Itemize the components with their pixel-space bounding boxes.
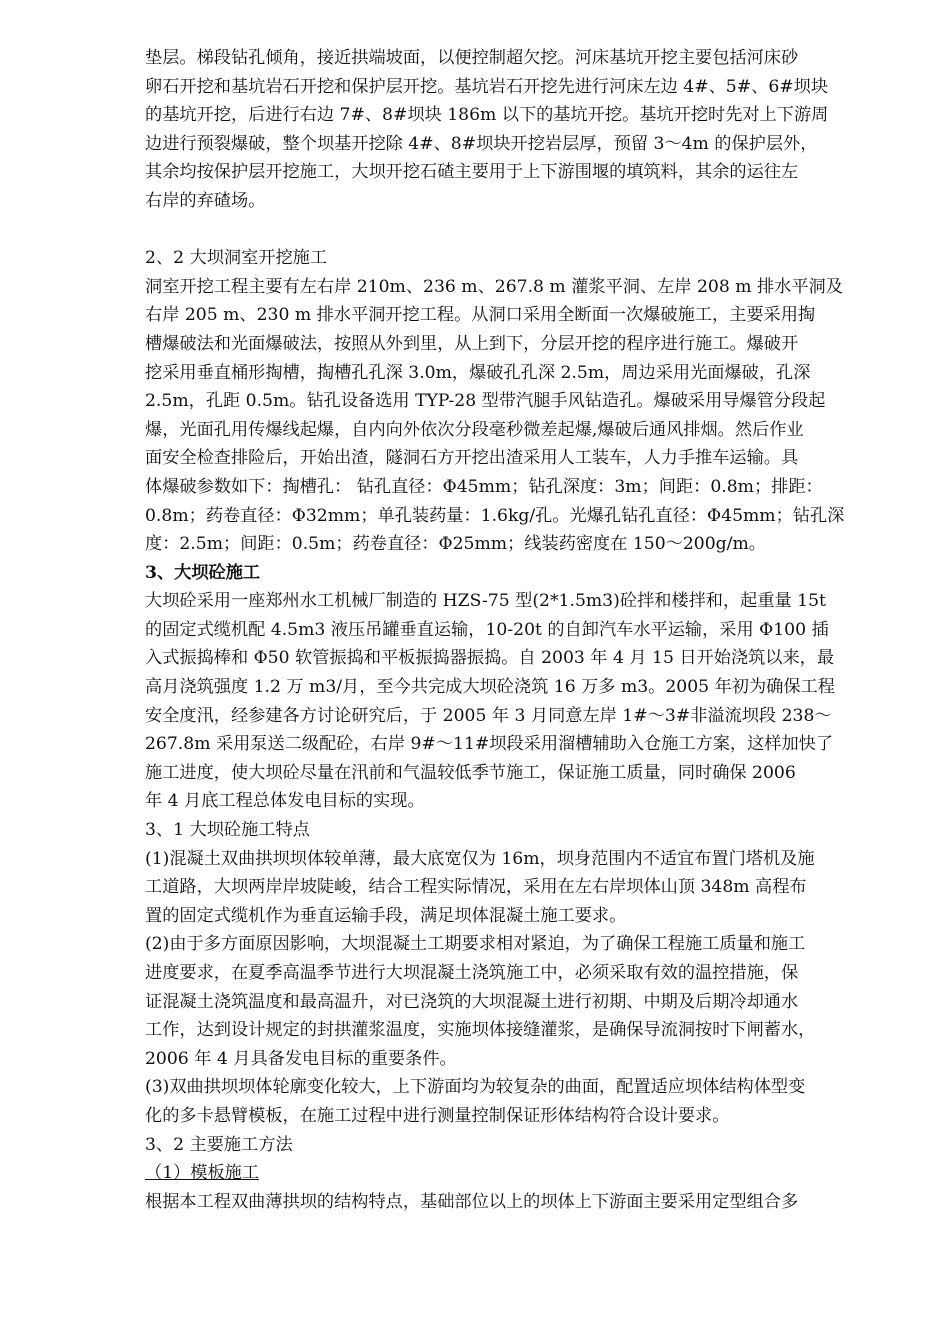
blank-line xyxy=(145,216,885,245)
paragraph-line: 进度要求，在夏季高温季节进行大坝混凝土浇筑施工中，必须采取有效的温控措施，保 xyxy=(145,963,799,983)
section-heading: 3、1 大坝砼施工特点 xyxy=(145,820,310,841)
paragraph-line: (3)双曲拱坝坝体轮廓变化较大，上下游面均为较复杂的曲面，配置适应坝体结构体型变 xyxy=(145,1077,806,1098)
paragraph-line: 年 4 月底工程总体发电目标的实现。 xyxy=(145,791,425,812)
paragraph-line: 工作，达到设计规定的封拱灌浆温度，实施坝体接缝灌浆，是确保导流洞按时下闸蓄水， xyxy=(145,1020,816,1041)
document-body xyxy=(145,44,885,1216)
paragraph-line: 置的固定式缆机作为垂直运输手段，满足坝体混凝土施工要求。 xyxy=(145,905,627,926)
paragraph-line: 大坝砼采用一座郑州水工机械厂制造的 HZS-75 型(2*1.5m3)砼拌和楼拌和，起重量 15t xyxy=(145,591,826,612)
paragraph-line: 高月浇筑强度 1.2 万 m3/月，至今共完成大坝砼浇筑 16 万多 m3。2005 年初为确保工程 xyxy=(145,677,835,698)
paragraph-line: 度：2.5m；间距：0.5m；药卷直径：Φ25mm；线装药密度在 150～200g/m。 xyxy=(145,534,766,555)
paragraph-line: 267.8m 采用泵送二级配砼，右岸 9#～11#坝段采用溜槽辅助入仓施工方案，这样加快了 xyxy=(145,734,834,755)
paragraph-line: 体爆破参数如下：掏槽孔： 钻孔直径：Φ45mm；钻孔深度：3m；间距：0.8m；排距： xyxy=(145,476,823,497)
paragraph-line: 的固定式缆机配 4.5m3 液压吊罐垂直运输，10-20t 的自卸汽车水平运输，采用 Φ100 插 xyxy=(145,619,829,640)
paragraph-line: 2006 年 4 月具备发电目标的重要条件。 xyxy=(145,1048,457,1069)
paragraph-line: 施工进度，使大坝砼尽量在汛前和气温较低季节施工，保证施工质量，同时确保 2006 xyxy=(145,762,796,783)
paragraph-line: 根据本工程双曲薄拱坝的结构特点，基础部位以上的坝体上下游面主要采用定型组合多 xyxy=(145,1191,799,1212)
paragraph-line: 2.5m，孔距 0.5m。钻孔设备选用 TYP-28 型带汽腿手风钻造孔。爆破采用导爆管分段起 xyxy=(145,391,826,412)
paragraph-line: 入式振捣棒和 Φ50 软管振捣和平板振捣器振捣。自 2003 年 4 月 15 日开始浇筑以来，最 xyxy=(145,648,835,669)
section-heading-bold: 3、大坝砼施工 xyxy=(145,562,261,583)
paragraph-line: 爆，光面孔用传爆线起爆，自内向外依次分段毫秒微差起爆,爆破后通风排烟。然后作业 xyxy=(145,419,804,440)
paragraph-line: 右岸的弃碴场。 xyxy=(145,190,266,211)
paragraph-line: 0.8m；药卷直径：Φ32mm；单孔装药量：1.6kg/孔。光爆孔钻孔直径：Φ45mm；钻孔深 xyxy=(145,505,845,526)
paragraph-line: 化的多卡悬臂模板，在施工过程中进行测量控制保证形体结构符合设计要求。 xyxy=(145,1105,730,1126)
paragraph-line: 挖采用垂直桶形掏槽，掏槽孔孔深 3.0m，爆破孔孔深 2.5m，周边采用光面爆破，孔深 xyxy=(145,362,811,383)
paragraph-line: 证混凝土浇筑温度和最高温升，对已浇筑的大坝混凝土进行初期、中期及后期冷却通水 xyxy=(145,991,799,1012)
subsection-heading: （1）模板施工 xyxy=(145,1163,260,1184)
paragraph-line: 洞室开挖工程主要有左右岸 210m、236 m、267.8 m 灌浆平洞、左岸 208 m 排水平洞及 xyxy=(145,276,843,297)
section-heading: 2、2 大坝洞室开挖施工 xyxy=(145,248,328,269)
paragraph-line: 安全度汛，经参建各方讨论研究后，于 2005 年 3 月同意左岸 1#～3#非溢流坝段 238～ xyxy=(145,705,832,726)
paragraph-line: 的基坑开挖，后进行右边 7#、8#坝块 186m 以下的基坑开挖。基坑开挖时先对上下游周 xyxy=(145,105,829,126)
paragraph-line: 槽爆破法和光面爆破法，按照从外到里，从上到下，分层开挖的程序进行施工。爆破开 xyxy=(145,333,799,354)
paragraph-line: 工道路，大坝两岸岸坡陡峻，结合工程实际情况，采用在左右岸坝体山顶 348m 高程布 xyxy=(145,877,807,898)
paragraph-line: 右岸 205 m、230 m 排水平洞开挖工程。从洞口采用全断面一次爆破施工，主要采用掏 xyxy=(145,305,816,326)
paragraph-line: 其余均按保护层开挖施工，大坝开挖石碴主要用于上下游围堰的填筑料，其余的运往左 xyxy=(145,162,799,183)
paragraph-line: 边进行预裂爆破，整个坝基开挖除 4#、8#坝块开挖岩层厚，预留 3～4m 的保护层外， xyxy=(145,133,818,154)
paragraph-line: (2)由于多方面原因影响，大坝混凝土工期要求相对紧迫，为了确保工程施工质量和施工 xyxy=(145,934,806,955)
section-heading: 3、2 主要施工方法 xyxy=(145,1134,293,1155)
paragraph-line: 面安全检查排险后，开始出渣，隧洞石方开挖出渣采用人工装车，人力手推车运输。具 xyxy=(145,448,799,469)
paragraph-line: 垫层。梯段钻孔倾角，接近拱端坡面，以便控制超欠挖。河床基坑开挖主要包括河床砂 xyxy=(145,48,799,68)
paragraph-line: 卵石开挖和基坑岩石开挖和保护层开挖。基坑岩石开挖先进行河床左边 4#、5#、6#坝块 xyxy=(145,76,829,97)
paragraph-line: (1)混凝土双曲拱坝坝体较单薄，最大底宽仅为 16m，坝身范围内不适宜布置门塔机及施 xyxy=(145,848,815,869)
